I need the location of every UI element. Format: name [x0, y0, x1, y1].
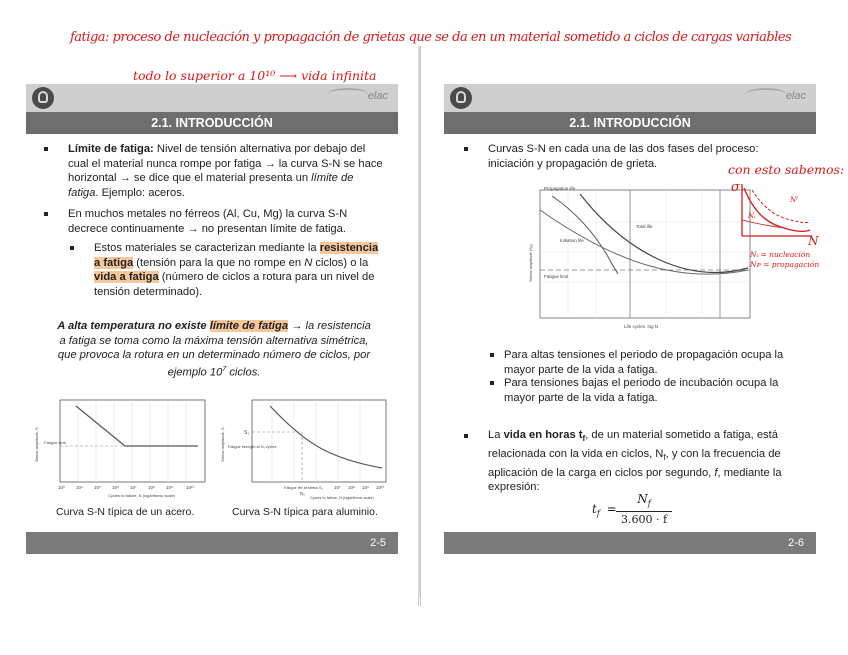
brand-swoosh-icon — [746, 88, 786, 100]
propagation-label: Propagation life — [544, 186, 576, 191]
sub-bullet-marker — [70, 246, 74, 250]
university-logo-icon — [32, 87, 54, 109]
slide-header — [26, 84, 398, 112]
fatigue-limit-label: Fatigue limit — [544, 274, 569, 279]
steel-sn-chart — [30, 392, 210, 502]
x-tick: 10⁶ — [112, 485, 119, 490]
bullet-marker — [44, 147, 48, 151]
x-tick: 10⁷ — [130, 485, 137, 490]
x-tick: 10¹⁰ — [186, 485, 195, 490]
handwritten-legend-2: Nᴩ = propagación — [750, 260, 820, 269]
x-tick: 10³ — [58, 485, 65, 490]
x-tick: 10⁸ — [348, 485, 355, 490]
bullet-marker — [464, 147, 468, 151]
page-divider — [418, 46, 420, 598]
right-slide — [444, 84, 845, 554]
chart-xlabel: Cycles to failure, N (logarithmic scale) — [108, 493, 176, 498]
brand-swoosh-icon — [328, 88, 368, 100]
brand-label: elac — [367, 90, 388, 102]
bullet-characterization: Estos materiales se caracterizan mediante la resistencia a fatiga (tensión para la que no rompe en N ciclos) o la vida a fatiga (número de ciclos a rotura para un nivel de tensión determinado). — [94, 242, 379, 298]
handwritten-note-top: fatiga: proceso de nucleación y propagación de grietas que se da en un material sometido a ciclos de cargas variables — [70, 30, 792, 45]
university-logo-icon — [450, 87, 472, 109]
bullet-marker — [44, 212, 48, 216]
s1-label: S₁ — [244, 430, 250, 436]
formula-fraction — [616, 492, 672, 528]
formula-lhs-sub: f — [596, 509, 600, 519]
initiation-label: Initiation life — [560, 238, 584, 243]
page-number: 2-6 — [444, 532, 816, 554]
caption-steel: Curva S-N típica de un acero. — [56, 506, 195, 518]
ni-label: Nᵢ — [748, 212, 756, 220]
slide-title: 2.1. INTRODUCCIÓN — [26, 112, 398, 134]
total-life-label: Total life — [636, 224, 653, 229]
formula-lhs: t — [592, 502, 597, 516]
x-tick: 10⁷ — [334, 485, 341, 490]
sigma-label: σ — [731, 180, 740, 195]
sub-bullet-marker — [490, 353, 494, 357]
x-tick: 10⁹ — [362, 485, 369, 490]
formula-numerator: N — [637, 492, 648, 506]
x-tick: 10⁸ — [148, 485, 155, 490]
x-tick: 10⁴ — [76, 485, 83, 490]
chart-ylabel: Stress amplitude, S — [220, 427, 225, 462]
formula-equals: = — [606, 502, 617, 516]
nf-label: Nᶠ — [790, 196, 798, 204]
chart-xlabel: Life cycles, log N — [624, 324, 659, 329]
chart-ylabel: Stress amplitude (Sₐ) — [528, 244, 533, 282]
bullet-marker — [464, 434, 468, 438]
bullet-fatigue-limit: Límite de fatiga: Nivel de tensión alternativa por debajo del cual el material nunca rompe por fatiga → la curva S-N se hace horizontal → se dice que el material presenta un límite de fatiga. Ejemplo: aceros. — [68, 143, 383, 199]
handwritten-note-right: con esto sabemos: — [728, 162, 845, 177]
bullet-low-stress: Para tensiones bajas el periodo de incubación ocupa la mayor parte de la vida a fatiga. — [504, 377, 779, 404]
handwritten-legend-1: Nᵢ = nucleación — [750, 250, 811, 259]
initiation-propagation-chart — [520, 182, 760, 332]
x-tick: 10⁹ — [166, 485, 173, 490]
n-axis-label: N — [808, 234, 819, 248]
formula-denominator: 3.600 · f — [616, 511, 672, 528]
x-tick-labels — [334, 485, 385, 490]
chart-xlabel: Cycles to failure, N (logarithmic scale) — [310, 496, 374, 500]
left-slide — [26, 84, 398, 554]
brand-label: elac — [785, 90, 806, 102]
slide-title: 2.1. INTRODUCCIÓN — [444, 112, 816, 134]
fatigue-strength-label: Fatigue strength at N₁ cycles — [228, 445, 277, 449]
aluminum-sn-chart — [214, 392, 392, 502]
page-number: 2-5 — [26, 532, 398, 554]
high-temperature-note: A alta temperatura no existe límite de fatiga → la resistencia a fatiga se toma como la máxima tensión alternativa simétrica, que provoca la rotura en un determinado número de ciclos, por ejemplo $10^7$ ciclos. — [57, 320, 371, 379]
x-tick: 10¹⁰ — [376, 485, 385, 490]
caption-aluminum: Curva S-N típica para aluminio. — [232, 506, 378, 518]
bullet-sn-curves: Curvas S-N en cada una de las dos fases del proceso: iniciación y propagación de grieta. — [488, 143, 759, 170]
chart-ylabel: Stress amplitude, S — [34, 427, 39, 462]
bullet-life-hours: La vida en horas $t_f$, de un material sometido a fatiga, está relacionada con la vida en ciclos, $N_f$, y con la frecuencia de aplicación de la carga en ciclos por segundo, f, mediante la expresión: — [488, 429, 782, 494]
fatigue-life-label: Fatigue life at stress S₁ — [284, 486, 323, 490]
fatigue-limit-label: Fatigue limit — [44, 440, 66, 445]
x-tick-labels — [58, 485, 195, 490]
formula-numerator-sub: f — [647, 499, 651, 509]
bullet-high-stress: Para altas tensiones el periodo de propagación ocupa la mayor parte de la vida a fatiga. — [504, 349, 784, 376]
n1-label: N₁ — [300, 491, 305, 496]
x-tick: 10⁵ — [94, 485, 101, 490]
bullet-non-ferrous: En muchos metales no férreos (Al, Cu, Mg) la curva S-N decrece continuamente → no presentan límite de fatiga. — [68, 208, 348, 235]
slide-header — [444, 84, 816, 112]
handwritten-note-second: todo lo superior a 10¹⁰ ⟶ vida infinita — [133, 68, 377, 83]
sub-bullet-marker — [490, 381, 494, 385]
